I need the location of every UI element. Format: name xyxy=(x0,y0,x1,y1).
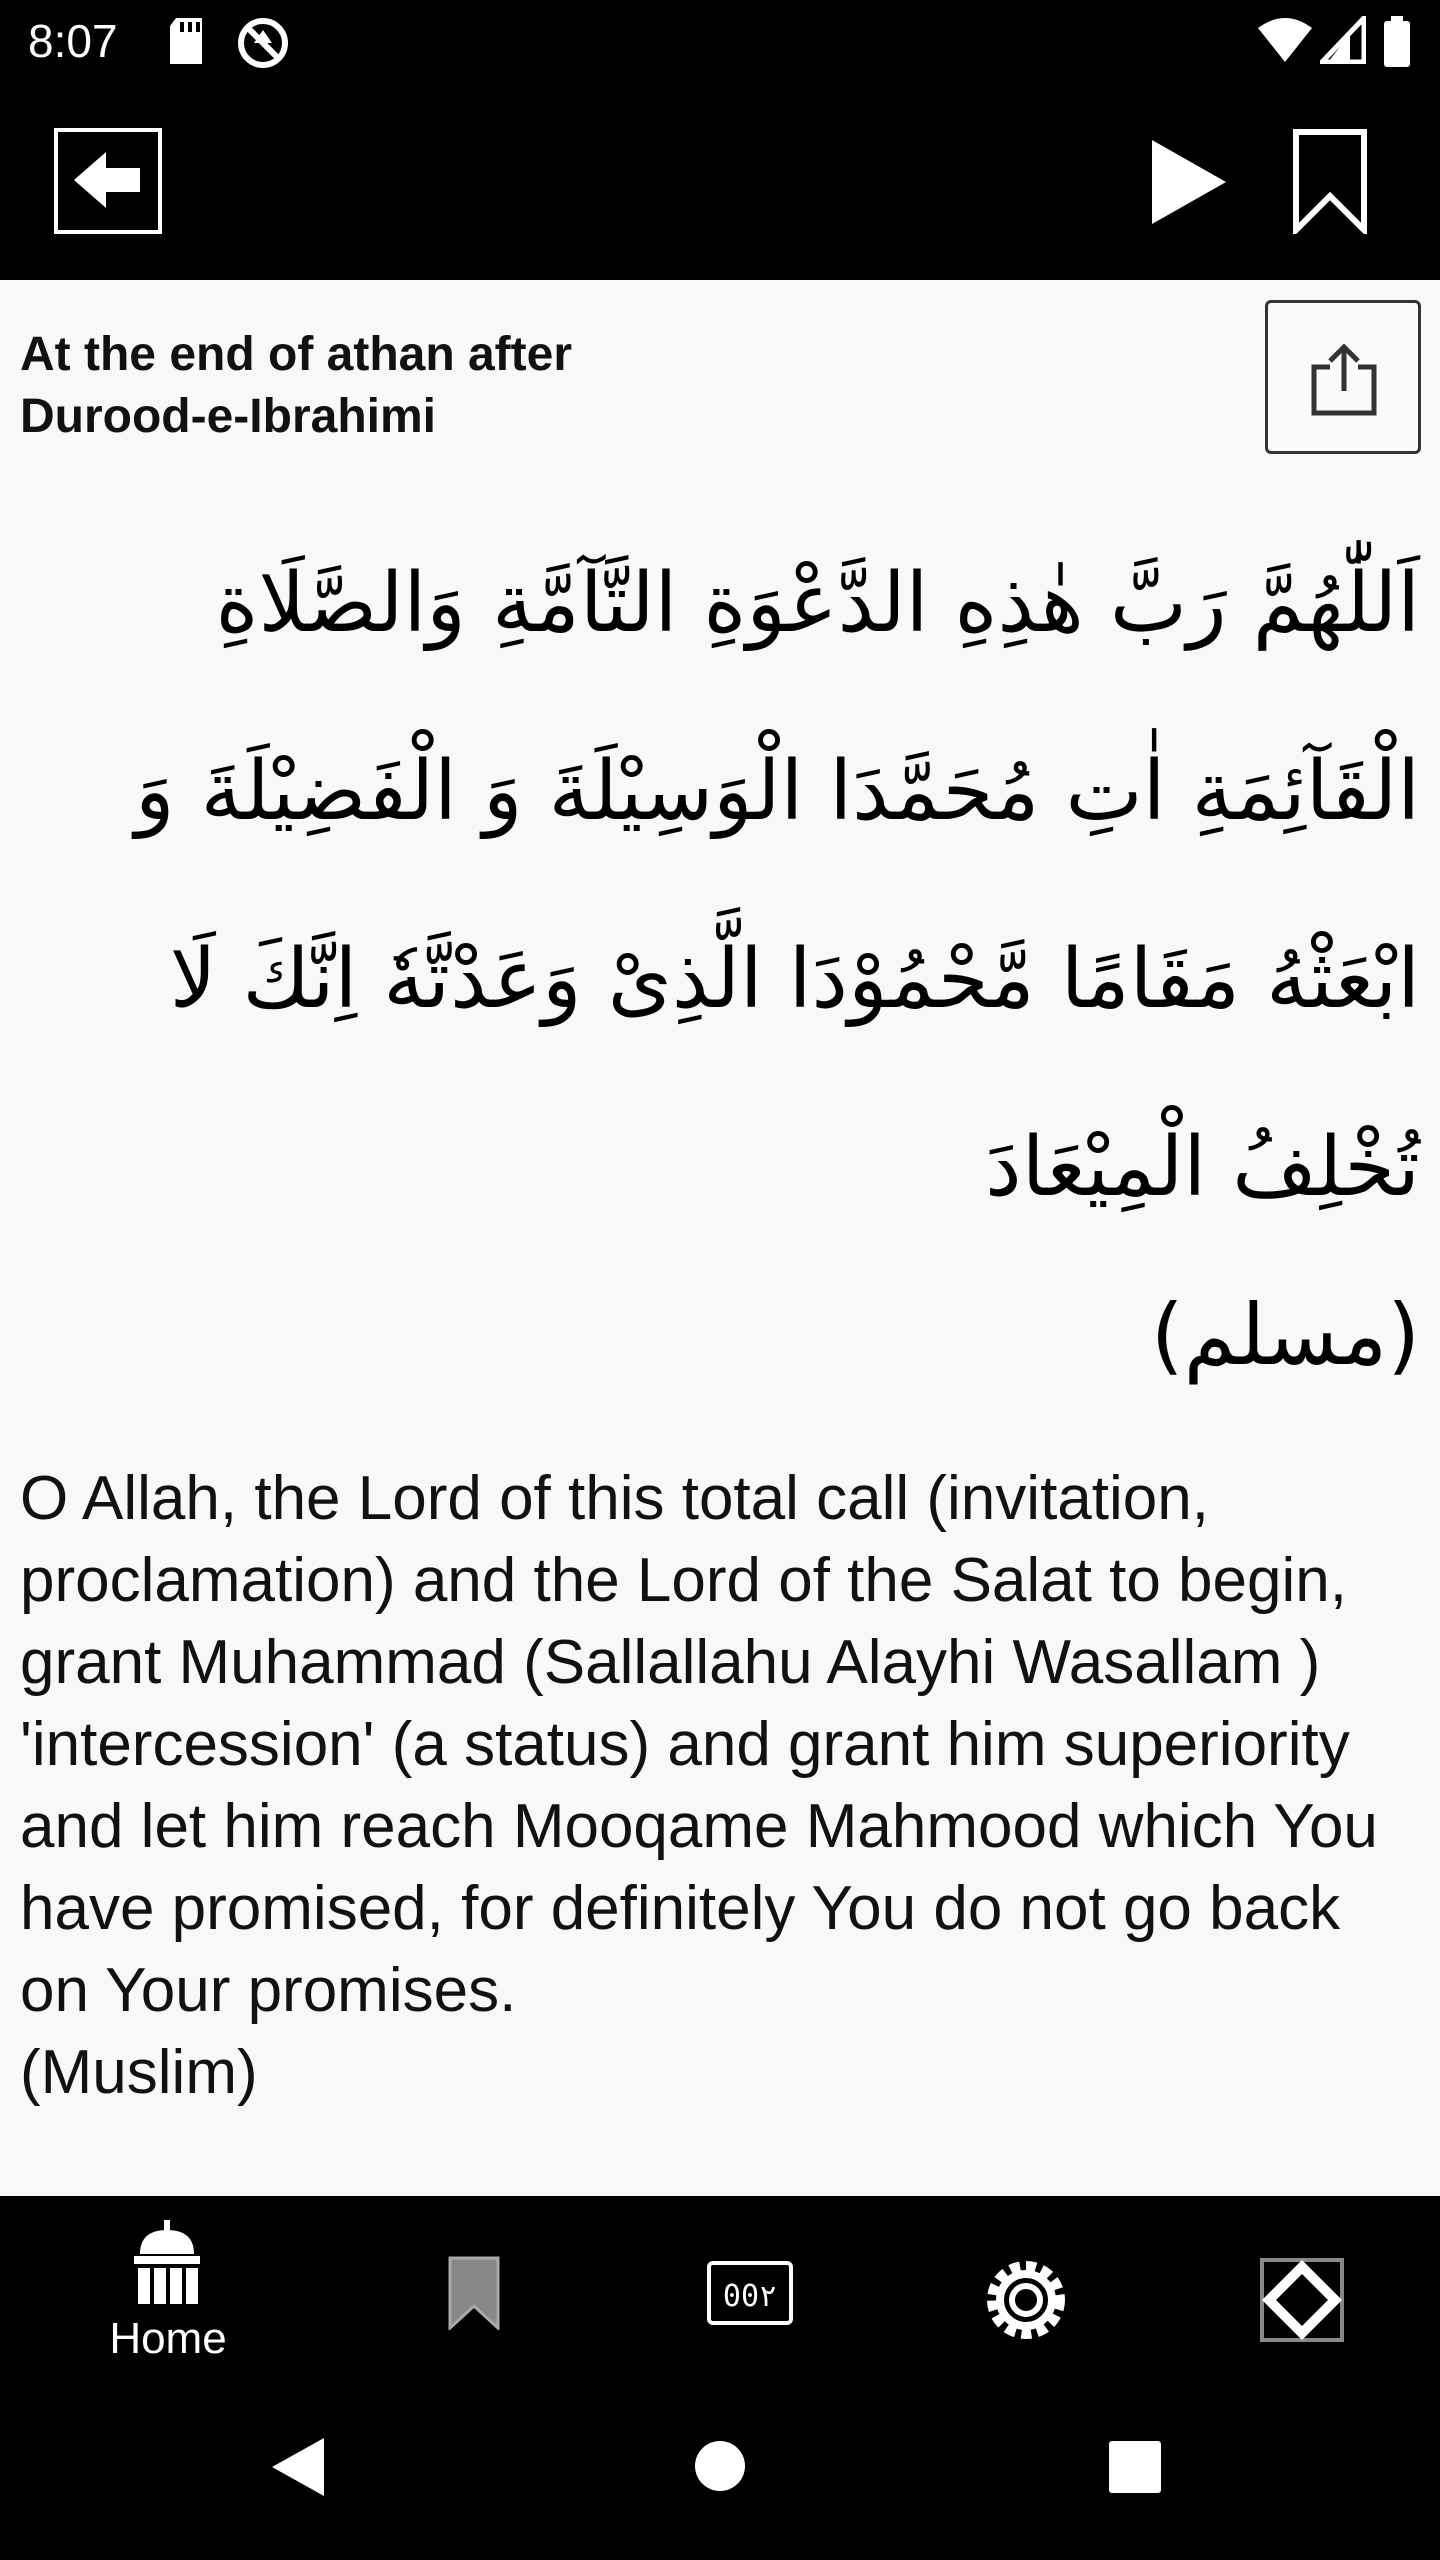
bottom-navigation xyxy=(0,2196,1440,2376)
battery-icon xyxy=(1382,16,1412,68)
status-time: 8:07 xyxy=(28,15,118,67)
nav-counter[interactable] xyxy=(606,2196,894,2376)
sync-off-icon xyxy=(236,16,290,70)
system-home-icon[interactable] xyxy=(694,2440,746,2492)
arabic-line-4: تُخْلِفُ الْمِيْعَادَ xyxy=(985,1120,1420,1215)
counter-icon xyxy=(706,2260,794,2326)
system-recents-icon[interactable] xyxy=(1108,2440,1162,2494)
bookmark-icon xyxy=(448,2256,500,2330)
nav-home-label: Home xyxy=(109,2314,227,2363)
bookmark-button[interactable] xyxy=(1292,128,1368,234)
signal-icon xyxy=(1320,16,1366,64)
dua-title-line2: Durood-e-Ibrahimi xyxy=(20,390,436,443)
play-button[interactable] xyxy=(1146,136,1230,228)
bookmark-outline-icon xyxy=(1292,128,1368,234)
share-button[interactable] xyxy=(1265,300,1421,454)
back-button[interactable] xyxy=(54,128,162,234)
share-icon xyxy=(1306,341,1382,417)
arabic-source: (مسلم) xyxy=(1150,1286,1420,1384)
arabic-line-1: اَللّٰهُمَّ رَبَّ هٰذِهِ الدَّعْوَةِ التَّآمَّةِ وَالصَّلَاةِ xyxy=(215,556,1420,651)
sd-card-icon xyxy=(166,16,206,66)
back-arrow-icon xyxy=(54,128,162,234)
nav-home[interactable] xyxy=(24,2196,312,2376)
nav-more-apps[interactable] xyxy=(1158,2196,1440,2376)
nav-bookmarks[interactable] xyxy=(330,2196,618,2376)
wifi-icon xyxy=(1256,16,1314,64)
status-bar xyxy=(0,0,1440,84)
svg-text:00٢: 00٢ xyxy=(722,2279,778,2314)
dua-title-line1: At the end of athan after xyxy=(20,328,573,381)
dua-title xyxy=(20,324,660,448)
more-apps-icon xyxy=(1258,2256,1346,2344)
home-icon xyxy=(134,2220,200,2304)
arabic-line-3: ابْعَثْهُ مَقَامًا مَّحْمُوْدَا الَّذِىْ وَعَدْتَّهٗ اِنَّكَ لَا xyxy=(169,932,1420,1027)
system-navigation-bar xyxy=(0,2376,1440,2560)
top-app-bar xyxy=(0,84,1440,280)
translation-text: O Allah, the Lord of this total call (invitation, proclamation) and the Lord of the Salat to begin, grant Muhammad (Sallallahu Alayhi Wasallam ) 'intercession' (a status) and grant him superiority and let him reach Mooqame Mahmood which You have promised, for definitely You do not go back on Your promises. (Muslim) xyxy=(20,1464,1378,2107)
settings-icon xyxy=(982,2256,1070,2344)
arabic-dua-text xyxy=(80,510,1420,1262)
dua-content[interactable] xyxy=(0,280,1440,2196)
play-icon xyxy=(1146,136,1230,228)
nav-settings[interactable] xyxy=(882,2196,1170,2376)
system-back-icon[interactable] xyxy=(270,2436,326,2498)
arabic-line-2: الْقَآئِمَةِ اٰتِ مُحَمَّدَا الْوَسِيْلَةَ وَ الْفَضِيْلَةَ وَ xyxy=(135,744,1420,839)
